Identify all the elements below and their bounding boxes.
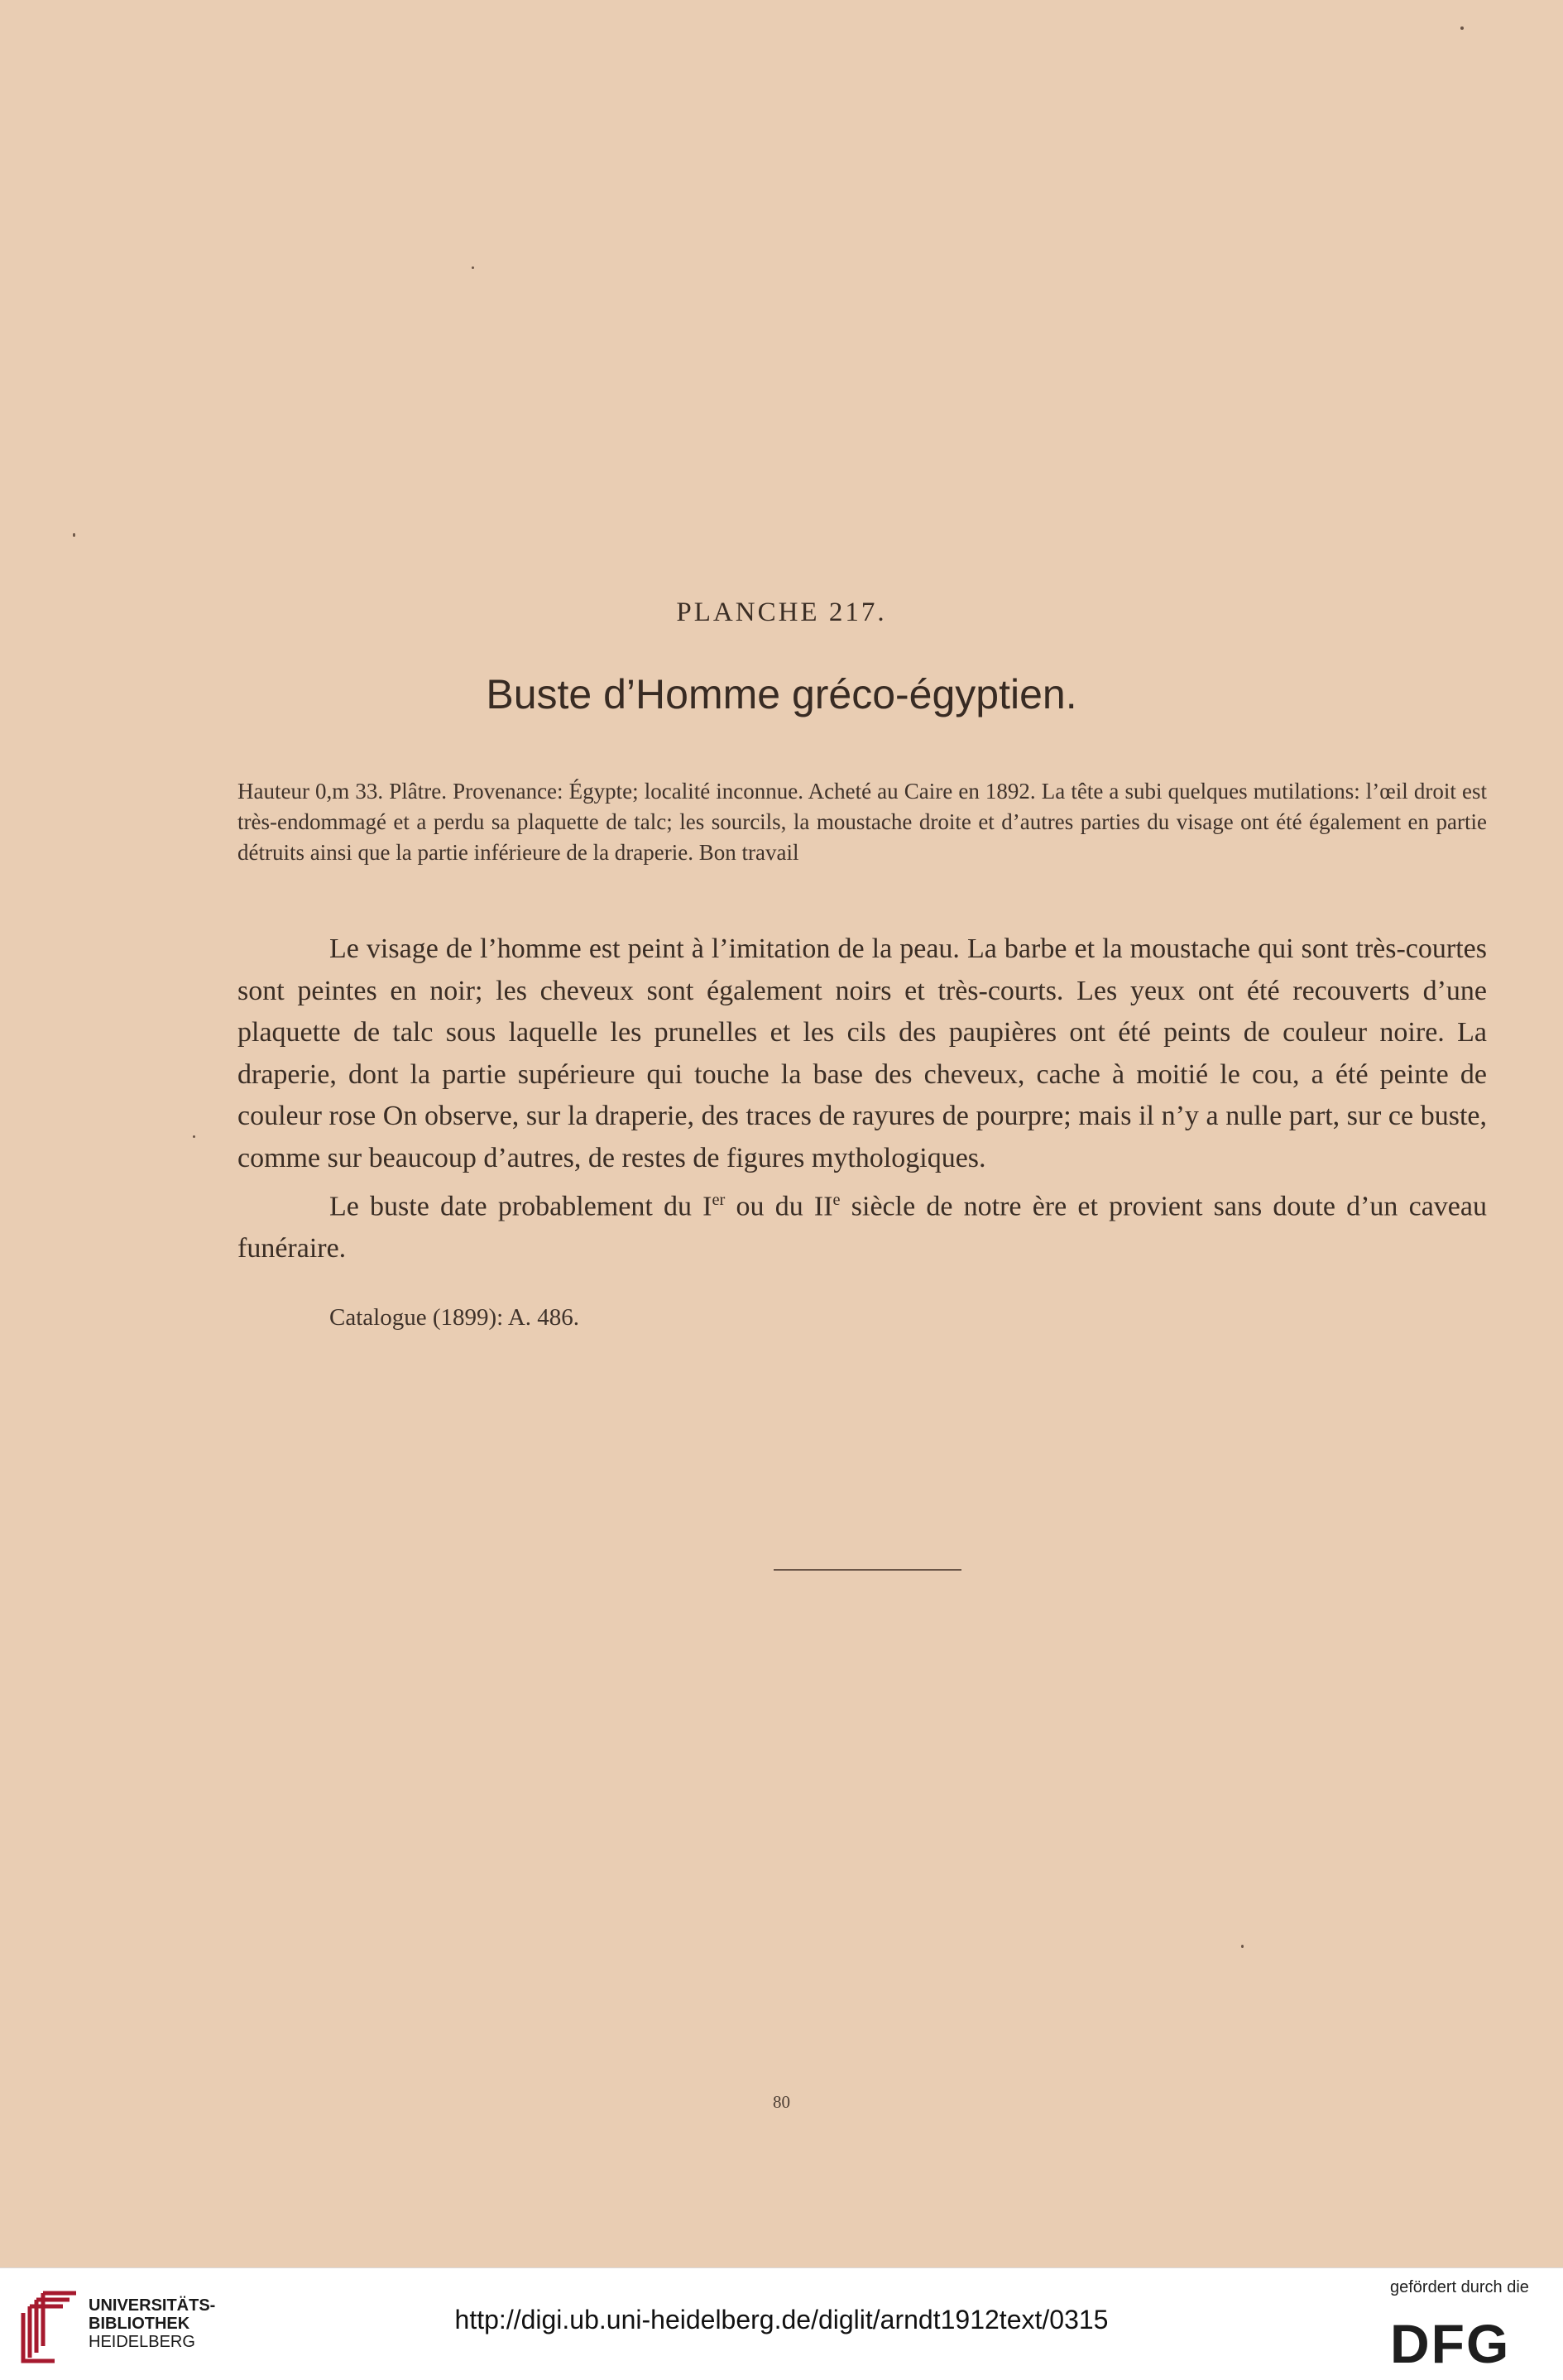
- body-text: [237, 928, 1487, 1269]
- catalogue-reference: Catalogue (1899): A. 486.: [329, 1304, 580, 1331]
- library-name-line-3: HEIDELBERG: [89, 2333, 195, 2351]
- object-description: [237, 776, 1487, 868]
- paper-speck: [73, 533, 75, 537]
- page-number: 80: [773, 2092, 790, 2112]
- superscript-e: e: [832, 1191, 841, 1209]
- paragraph-2: [237, 1179, 1487, 1269]
- paper-speck: [472, 266, 474, 269]
- paragraph-1: Le visage de l’homme est peint à l’imitation de la peau. La barbe et la moustache qui sont très-courtes sont peintes en noir; les cheveux sont également noirs et très-courts. Les yeux ont été recouverts d’une plaquette de talc sous laquelle les prunelles et les cils des paupières ont été peints de couleur noire. La draperie, dont la partie supérieure qui touche la base des cheveux, cache à moitié le cou, a été peinte de couleur rose On observe, sur la draperie, des traces de rayures de pourpre; mais il n’y a nulle part, sur ce buste, comme sur beaucoup d’autres, de restes de figures mythologiques.: [237, 933, 1487, 1173]
- dfg-logo: DFG: [1390, 2313, 1511, 2374]
- paragraph-2-part-a: Le buste date probablement du I: [329, 1191, 712, 1222]
- paper-speck: [193, 1135, 195, 1138]
- library-name-line-2: BIBLIOTHEK: [89, 2315, 190, 2333]
- paragraph-2-part-c: siècle de notre ère et provient sans doute d’un caveau funéraire.: [237, 1191, 1487, 1264]
- plate-number: PLANCHE 217.: [676, 597, 887, 627]
- paper-speck: [1460, 26, 1464, 30]
- section-divider: [774, 1569, 961, 1571]
- superscript-er: er: [712, 1191, 726, 1209]
- funding-caption: gefördert durch die: [1390, 2278, 1529, 2296]
- library-name-line-1: UNIVERSITÄTS-: [89, 2296, 216, 2315]
- paragraph-2-part-b: ou du II: [725, 1191, 833, 1222]
- permalink-url[interactable]: http://digi.ub.uni-heidelberg.de/diglit/arndt1912text/0315: [454, 2305, 1109, 2334]
- paper-speck: [1241, 1945, 1244, 1948]
- page-title: Buste d’Homme gréco-égyptien.: [486, 671, 1077, 717]
- footer-bar: [0, 2267, 1563, 2380]
- description-text: Hauteur 0,m 33. Plâtre. Provenance: Égypte; localité inconnue. Acheté au Caire en 1892. La tête a subi quelques mutilations: l’œil droit est très-endommagé et a perdu sa plaquette de talc; les sourcils, la moustache droite et d’autres parties du visage ont été également en partie détruits ainsi que la partie inférieure de la draperie. Bon travail: [237, 779, 1487, 865]
